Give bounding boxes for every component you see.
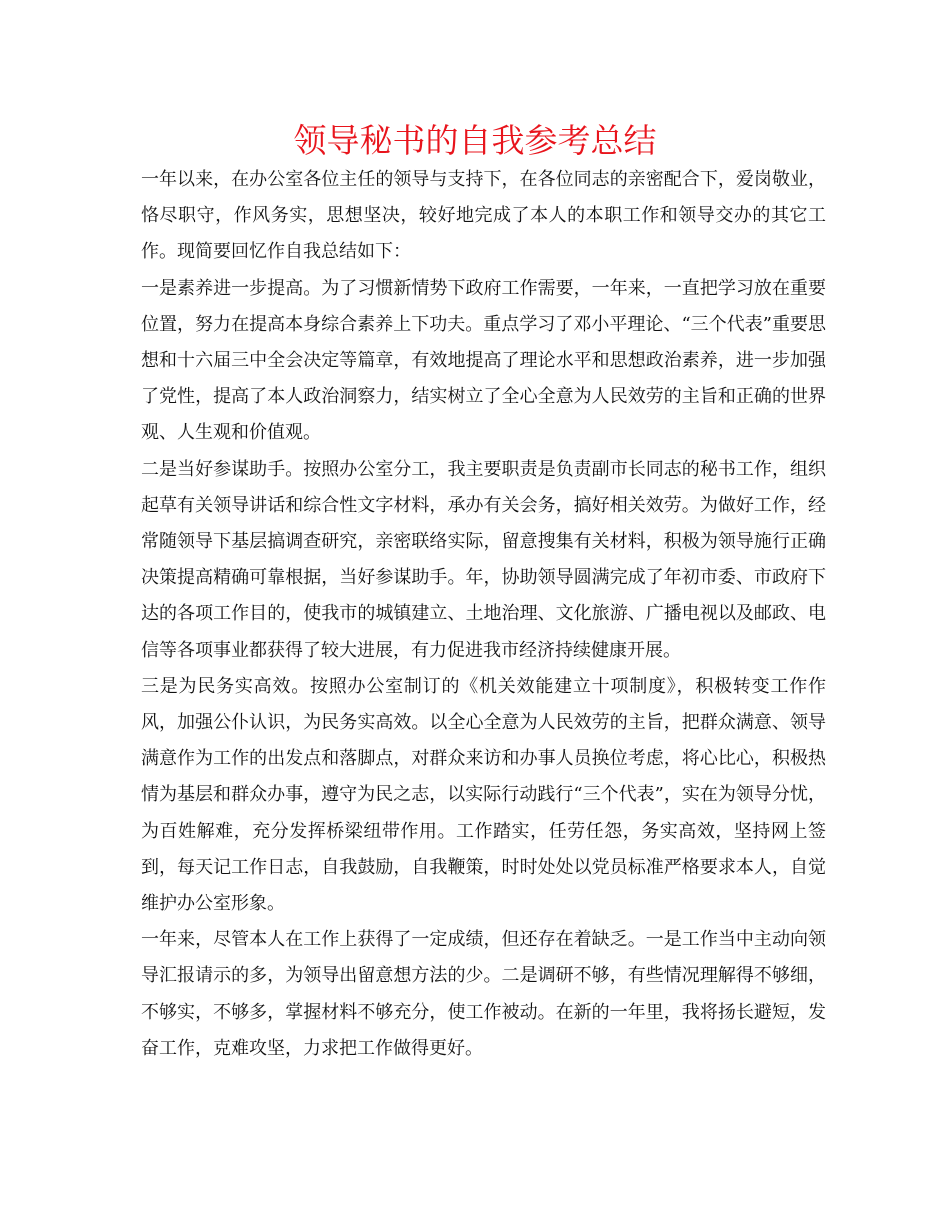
document-title: 领导秘书的自我参考总结 xyxy=(293,121,657,160)
paragraph-advisor: 二是当好参谋助手。按照办公室分工，我主要职责是负责副市长同志的秘书工作，组织起草有关领导讲话和综合性文字材料，承办有关会务，搞好相关效劳。为做好工作，经常随领导下基层搞调查研究，亲密联络实际，留意搜集有关材料，积极为领导施行正确决策提高精确可靠根据，当好参谋助手。年，协助领导圆满完成了年初市委、市政府下达的各项工作目的，使我市的城镇建立、土地治理、文化旅游、广播电视以及邮政、电信等各项事业都获得了较大进展，有力促进我市经济持续健康开展。 xyxy=(141,458,826,661)
paragraph-shortcomings: 一年来，尽管本人在工作上获得了一定成绩，但还存在着缺乏。一是工作当中主动向领导汇报请示的多，为领导出留意想方法的少。二是调研不够，有些情况理解得不够细，不够实，不够多，掌握材料不够充分，使工作被动。在新的一年里，我将扬长避短，发奋工作，克难攻坚，力求把工作做得更好。 xyxy=(141,929,826,1059)
paragraph-quality: 一是素养进一步提高。为了习惯新情势下政府工作需要，一年来，一直把学习放在重要位置，努力在提高本身综合素养上下功夫。重点学习了邓小平理论、“三个代表”重要思想和十六届三中全会决定等篇章，有效地提高了理论水平和思想政治素养，进一步加强了党性，提高了本人政治洞察力，结实树立了全心全意为人民效劳的主旨和正确的世界观、人生观和价值观。 xyxy=(141,277,826,444)
paragraph-intro: 一年以来，在办公室各位主任的领导与支持下，在各位同志的亲密配合下，爱岗敬业，恪尽职守，作风务实，思想坚决，较好地完成了本人的本职工作和领导交办的其它工作。现简要回忆作自我总结如下： xyxy=(141,169,826,263)
document-body xyxy=(141,162,826,1067)
paragraph-efficiency: 三是为民务实高效。按照办公室制订的《机关效能建立十项制度》，积极转变工作作风，加强公仆认识，为民务实高效。以全心全意为人民效劳的主旨，把群众满意、领导满意作为工作的出发点和落脚点，对群众来访和办事人员换位考虑，将心比心，积极热情为基层和群众办事，遵守为民之志，以实际行动践行“三个代表”，实在为领导分忧，为百姓解难，充分发挥桥梁纽带作用。工作踏实，任劳任怨，务实高效，坚持网上签到，每天记工作日志，自我鼓励，自我鞭策，时时处处以党员标准严格要求本人，自觉维护办公室形象。 xyxy=(141,675,826,915)
